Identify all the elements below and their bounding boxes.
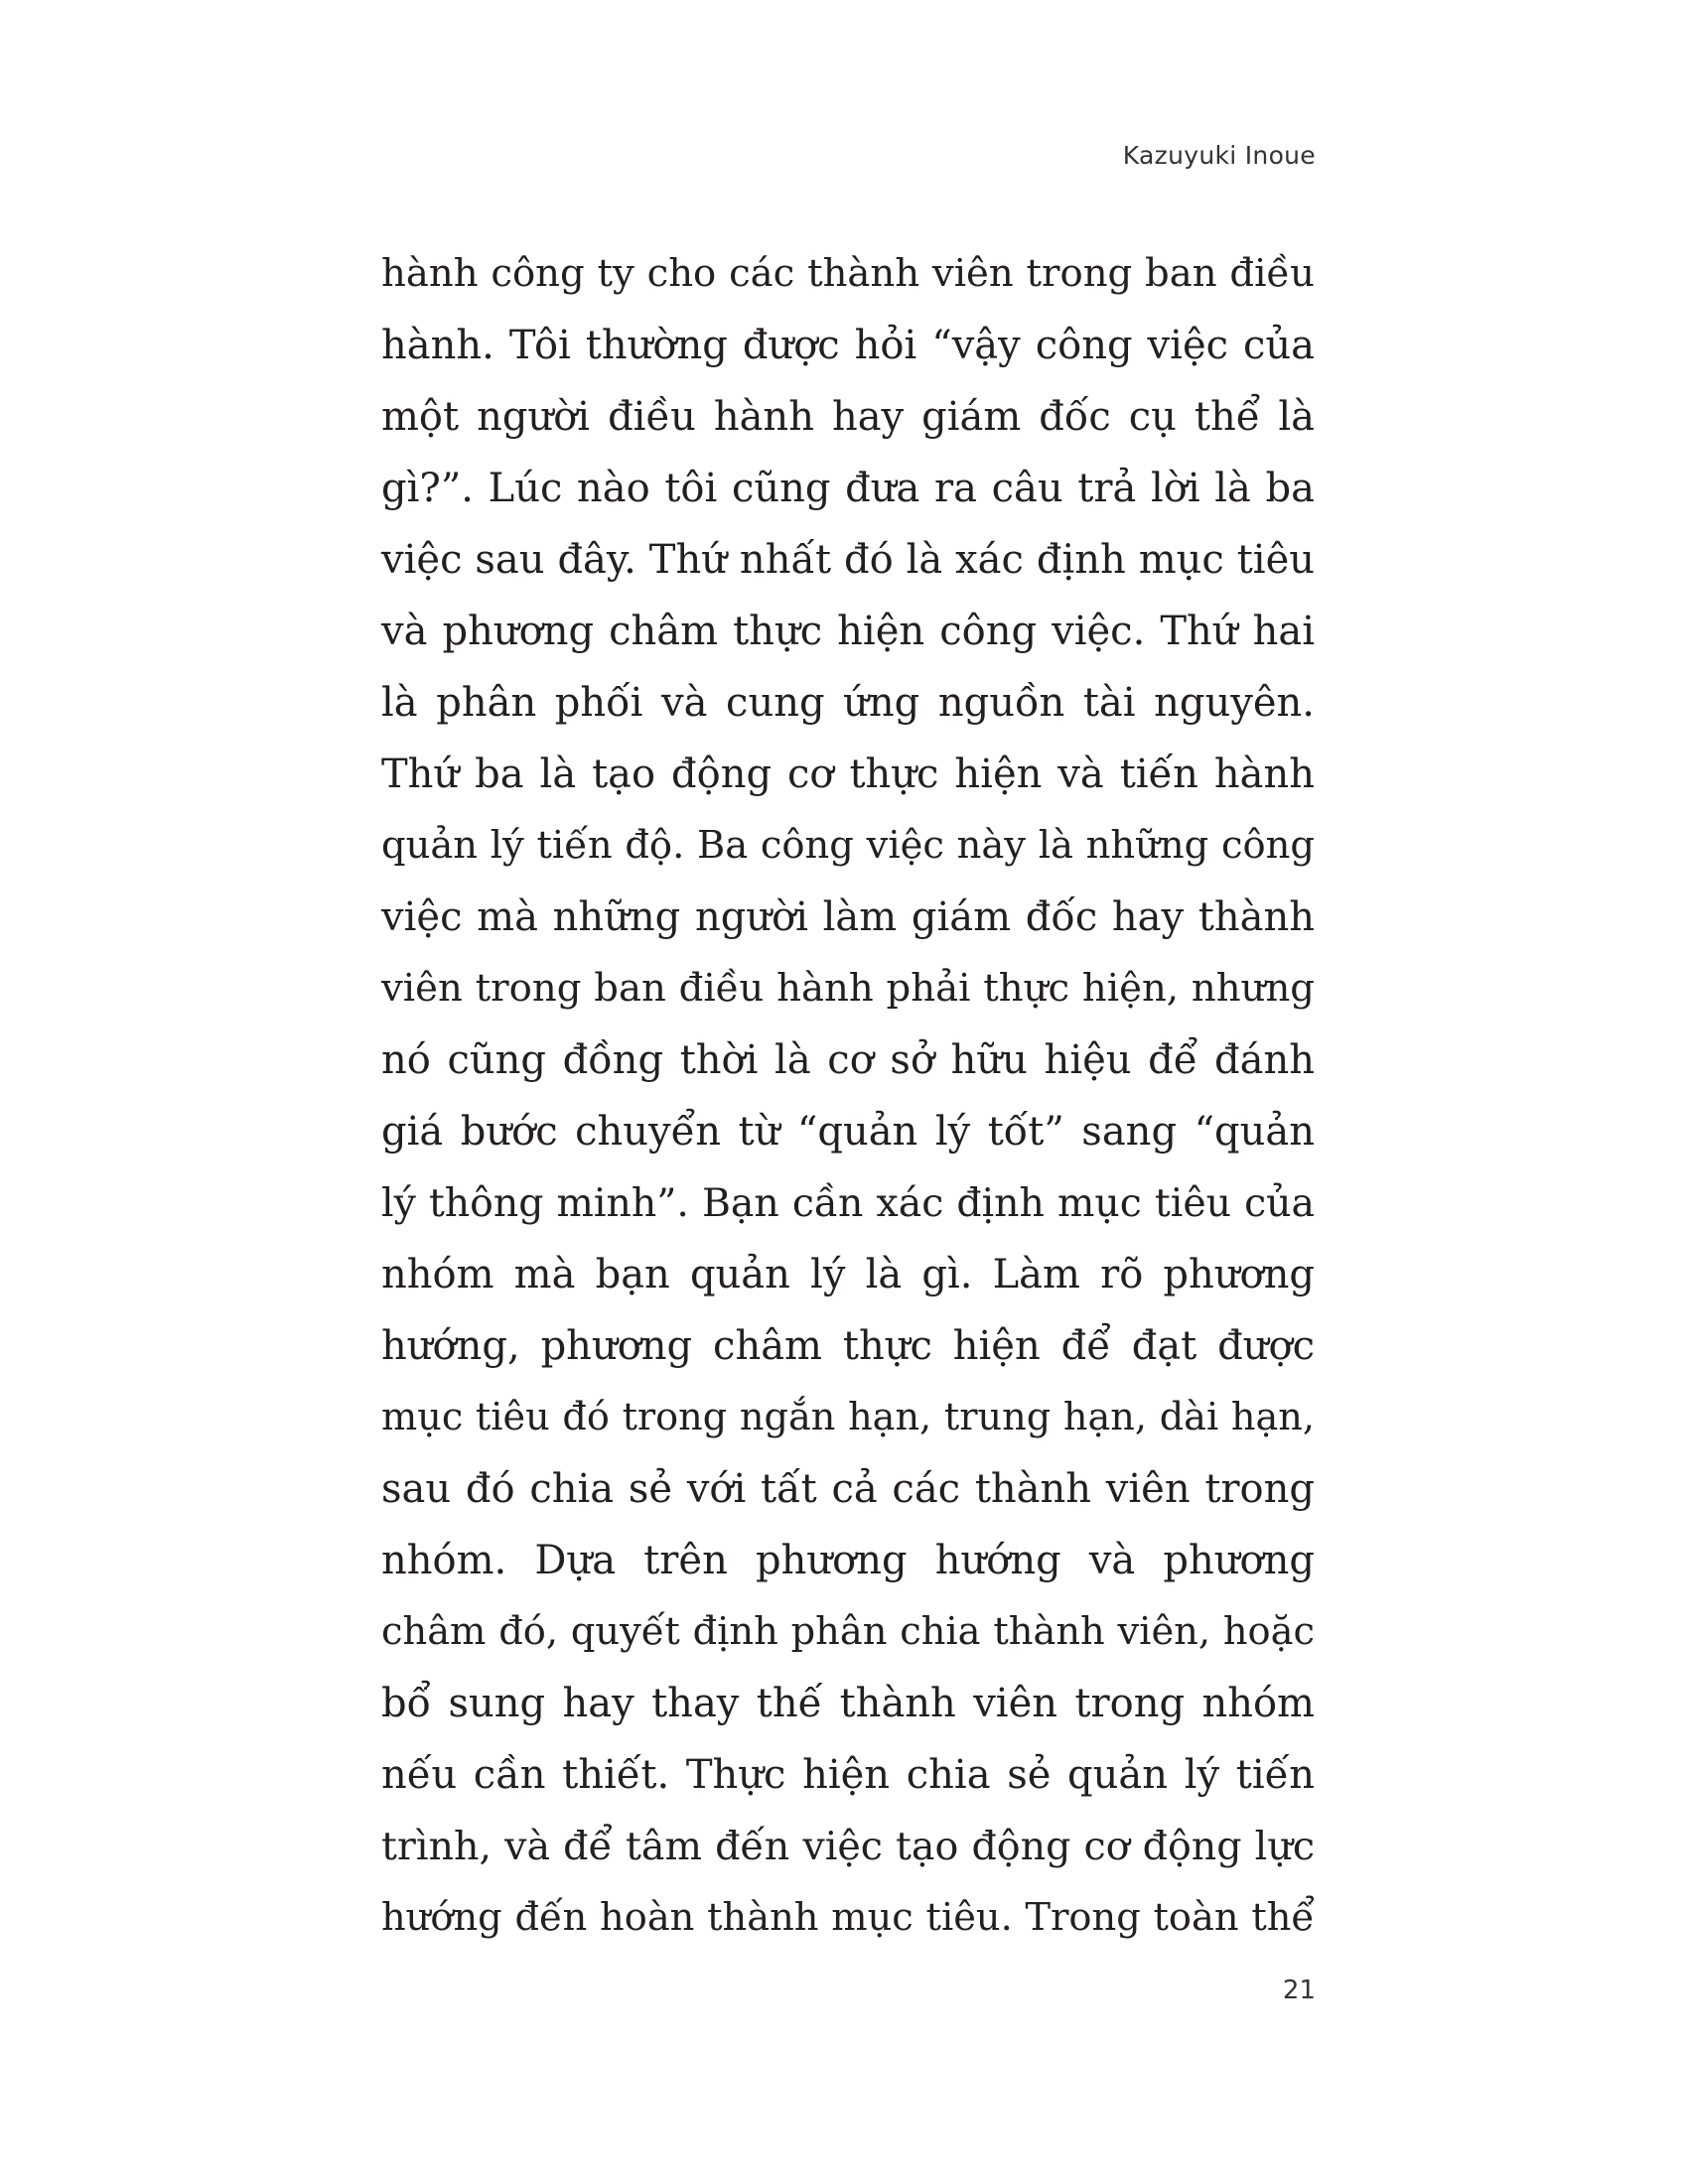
text-line: viên trong ban điều hành phải thực hiện, nhưng	[381, 966, 1315, 1011]
text-line: nhóm. Dựa trên phương hướng và phương	[381, 1538, 1315, 1583]
text-line: sau đó chia sẻ với tất cả các thành viên trong	[381, 1466, 1315, 1512]
text-line: trình, và để tâm đến việc tạo động cơ động lực	[381, 1824, 1315, 1869]
text-line: hành. Tôi thường được hỏi “vậy công việc của	[381, 323, 1315, 368]
page-number: 21	[1282, 1976, 1316, 2005]
text-line: mục tiêu đó trong ngắn hạn, trung hạn, dài hạn,	[381, 1396, 1315, 1439]
text-line: gì?”. Lúc nào tôi cũng đưa ra câu trả lời là ba	[381, 466, 1315, 511]
text-line: việc sau đây. Thứ nhất đó là xác định mục tiêu	[381, 537, 1315, 583]
text-line: hướng đến hoàn thành mục tiêu. Trong toàn thể	[381, 1895, 1315, 1940]
text-line: châm đó, quyết định phân chia thành viên, hoặc	[381, 1609, 1315, 1654]
text-line: nhóm mà bạn quản lý là gì. Làm rõ phương	[381, 1252, 1315, 1297]
text-line: là phân phối và cung ứng nguồn tài nguyên.	[381, 680, 1315, 726]
text-line: nếu cần thiết. Thực hiện chia sẻ quản lý tiến	[381, 1752, 1315, 1798]
text-line: việc mà những người làm giám đốc hay thành	[381, 894, 1315, 940]
body-paragraph	[381, 238, 1315, 1954]
text-line: hướng, phương châm thực hiện để đạt được	[381, 1323, 1315, 1369]
text-line: một người điều hành hay giám đốc cụ thể là	[381, 394, 1315, 440]
text-line: lý thông minh”. Bạn cần xác định mục tiêu của	[381, 1180, 1315, 1226]
running-header-author: Kazuyuki Inoue	[1122, 141, 1316, 170]
text-line: nó cũng đồng thời là cơ sở hữu hiệu để đánh	[381, 1037, 1315, 1083]
text-line: Thứ ba là tạo động cơ thực hiện và tiến hành	[381, 751, 1315, 797]
text-line: quản lý tiến độ. Ba công việc này là những công	[381, 823, 1315, 868]
text-line: bổ sung hay thay thế thành viên trong nhóm	[381, 1681, 1315, 1726]
text-line: hành công ty cho các thành viên trong ban điều	[381, 251, 1315, 296]
text-line: giá bước chuyển từ “quản lý tốt” sang “quản	[381, 1109, 1315, 1155]
text-line: và phương châm thực hiện công việc. Thứ hai	[381, 609, 1315, 654]
